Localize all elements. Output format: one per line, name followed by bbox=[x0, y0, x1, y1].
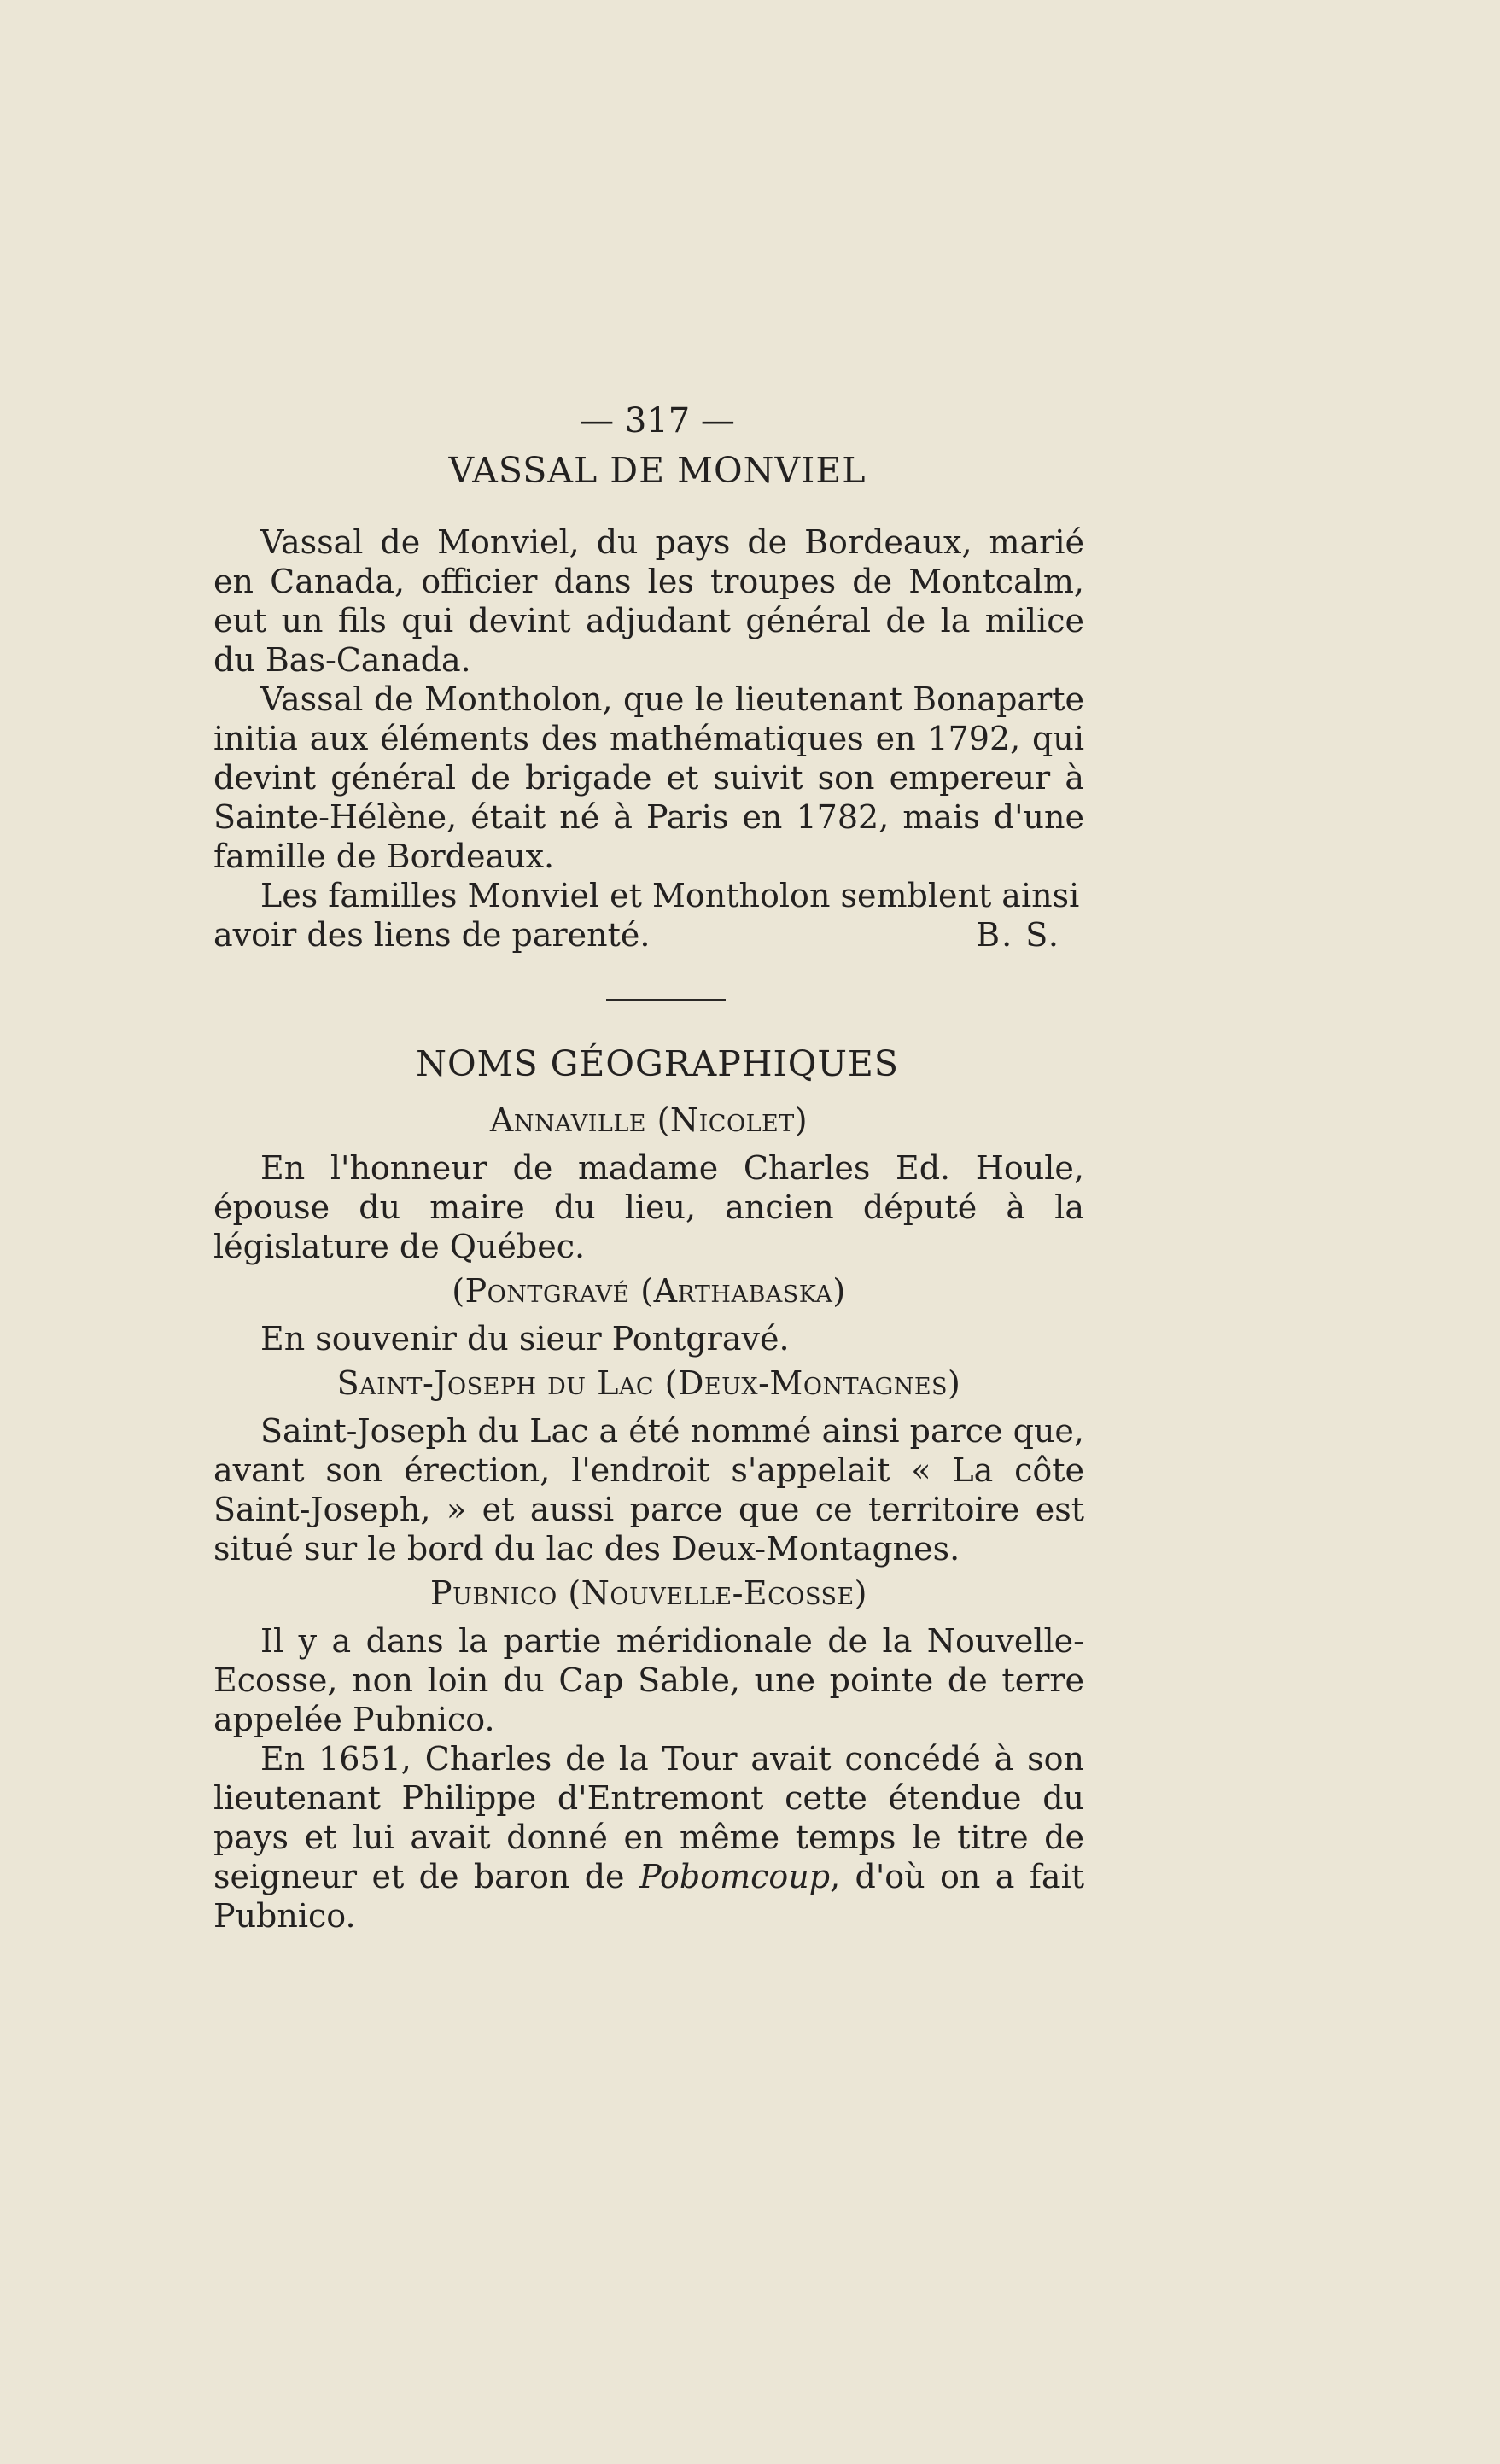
entry-heading: Saint-Joseph du Lac (Deux-Montagnes) bbox=[336, 1364, 961, 1402]
entry-heading: Annaville (Nicolet) bbox=[489, 1101, 808, 1139]
section-title-noms: NOMS GÉOGRAPHIQUES bbox=[416, 1043, 899, 1084]
entry-heading: (Pontgravé (Arthabaska) bbox=[452, 1272, 846, 1310]
paragraph: Les familles Monviel et Montholon semblent ainsi bbox=[260, 877, 1080, 914]
paragraph-text: En 1651, Charles de la Tour avait concédé à son lieutenant Philippe d'Entremont cette étendue du pays et lui avait donné en même temps le titre de seigneur et de baron de bbox=[213, 1740, 1084, 1895]
paragraph: Vassal de Montholon, que le lieutenant Bonaparte initia aux éléments des mathématiques en 1792, qui devint général de brigade et suivit son empereur à Sainte-Hélène, était né à Paris en 1782, mais d'une famille de Bordeaux. bbox=[213, 680, 1084, 875]
page-number: — 317 — bbox=[580, 401, 735, 441]
paragraph-ending: , d'où on a fait Pubnico. bbox=[213, 1858, 1084, 1935]
section-title-vassal: VASSAL DE MONVIEL bbox=[448, 450, 867, 491]
entry-heading: Pubnico (Nouvelle-Ecosse) bbox=[430, 1574, 867, 1612]
paragraph: En souvenir du sieur Pontgravé. bbox=[260, 1320, 790, 1358]
paragraph: En l'honneur de madame Charles Ed. Houle, épouse du maire du lieu, ancien député à la législature de Québec. bbox=[213, 1149, 1084, 1265]
paragraph: Saint-Joseph du Lac a été nommé ainsi parce que, avant son érection, l'endroit s'appelait « La côte Saint-Joseph, » et aussi parce que ce territoire est situé sur le bord du lac des Deux-Montagnes. bbox=[213, 1412, 1084, 1568]
signature-line bbox=[213, 915, 1084, 955]
text-column bbox=[213, 401, 1084, 1936]
paragraph bbox=[213, 1739, 1084, 1936]
paragraph: Vassal de Monviel, du pays de Bordeaux, marié en Canada, officier dans les troupes de Montcalm, eut un fils qui devint adjudant général de la milice du Bas-Canada. bbox=[213, 523, 1084, 679]
paragraph: Il y a dans la partie méridionale de la Nouvelle-Ecosse, non loin du Cap Sable, une pointe de terre appelée Pubnico. bbox=[213, 1622, 1084, 1738]
section-divider bbox=[606, 999, 726, 1001]
italic-place-name: Pobomcoup bbox=[639, 1858, 831, 1895]
author-signature: B. S. bbox=[976, 916, 1060, 954]
paragraph-end: avoir des liens de parenté. bbox=[213, 916, 651, 954]
